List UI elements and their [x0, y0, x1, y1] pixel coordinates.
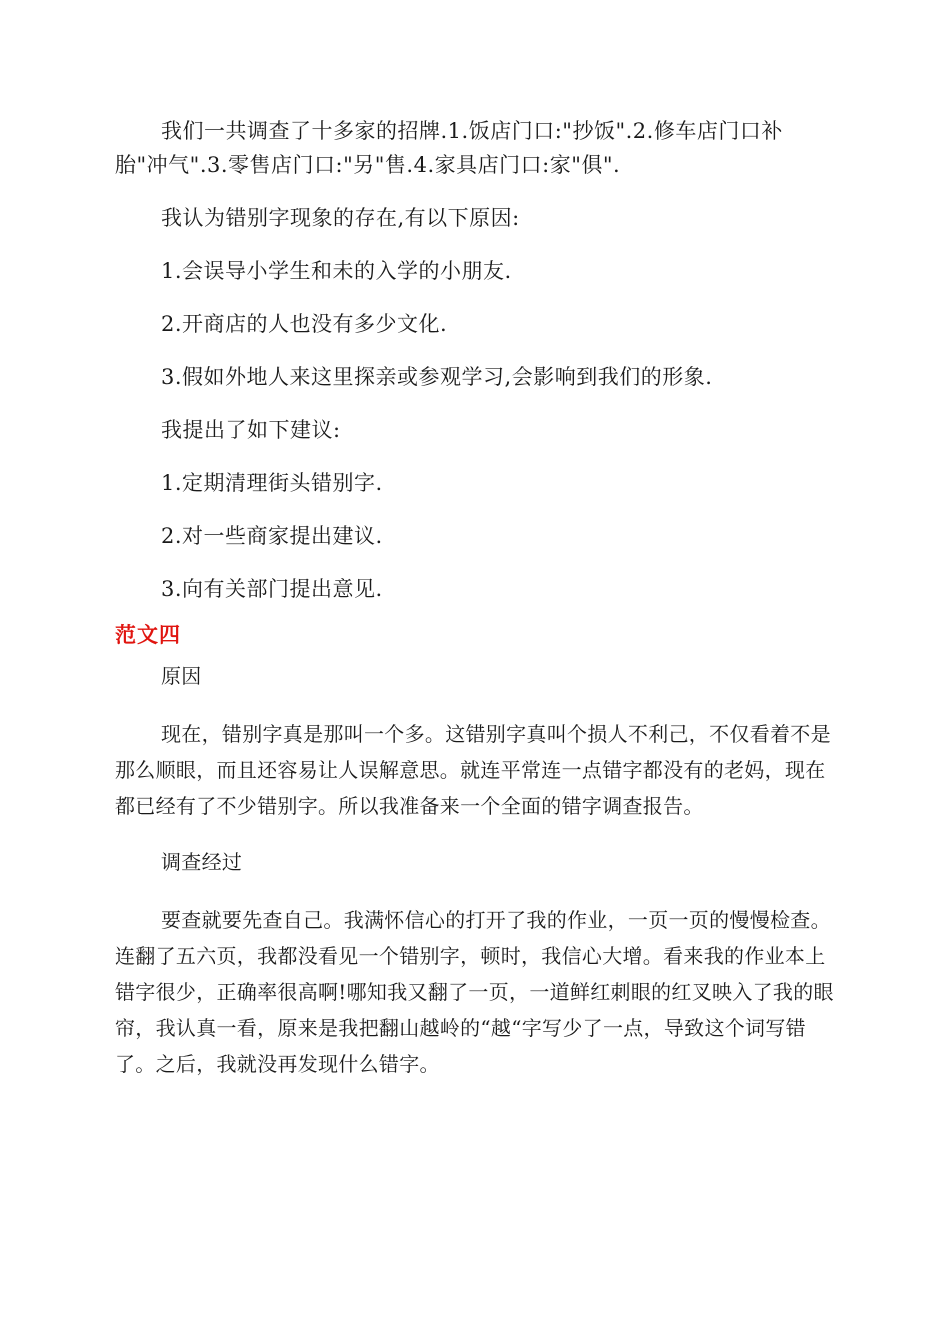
document-page	[115, 114, 835, 1102]
suggestion-item-3: 3.向有关部门提出意见.	[161, 577, 383, 601]
reason-subheading: 原因	[161, 664, 202, 688]
reason-item-1: 1.会误导小学生和未的入学的小朋友.	[161, 259, 512, 283]
section-title: 范文四	[115, 623, 181, 647]
survey-intro-paragraph: 我们一共调查了十多家的招牌.1.饭店门口:"抄饭".2.修车店门口补胎"冲气".3.零售店门口:"另"售.4.家具店门口:家"俱".	[115, 119, 783, 177]
process-paragraph: 要查就要先查自己。我满怀信心的打开了我的作业，一页一页的慢慢检查。连翻了五六页，我都没看见一个错别字，顿时，我信心大增。看来我的作业本上错字很少，正确率很高啊!哪知我又翻了一页，一道鲜红刺眼的红叉映入了我的眼帘，我认真一看，原来是我把翻山越岭的“越“字写少了一点，导致这个词写错了。之后，我就没再发现什么错字。	[115, 908, 834, 1076]
reasons-heading: 我认为错别字现象的存在,有以下原因:	[161, 206, 520, 230]
suggestion-item-2: 2.对一些商家提出建议.	[161, 524, 383, 548]
process-subheading: 调查经过	[161, 850, 243, 874]
reason-item-2: 2.开商店的人也没有多少文化.	[161, 312, 448, 336]
reason-item-3: 3.假如外地人来这里探亲或参观学习,会影响到我们的形象.	[161, 365, 713, 389]
suggestion-item-1: 1.定期清理街头错别字.	[161, 471, 383, 495]
reason-paragraph: 现在，错别字真是那叫一个多。这错别字真叫个损人不利己，不仅看着不是那么顺眼，而且还容易让人误解意思。就连平常连一点错字都没有的老妈，现在都已经有了不少错别字。所以我准备来一个全面的错字调查报告。	[115, 722, 831, 818]
suggestions-heading: 我提出了如下建议:	[161, 418, 341, 442]
